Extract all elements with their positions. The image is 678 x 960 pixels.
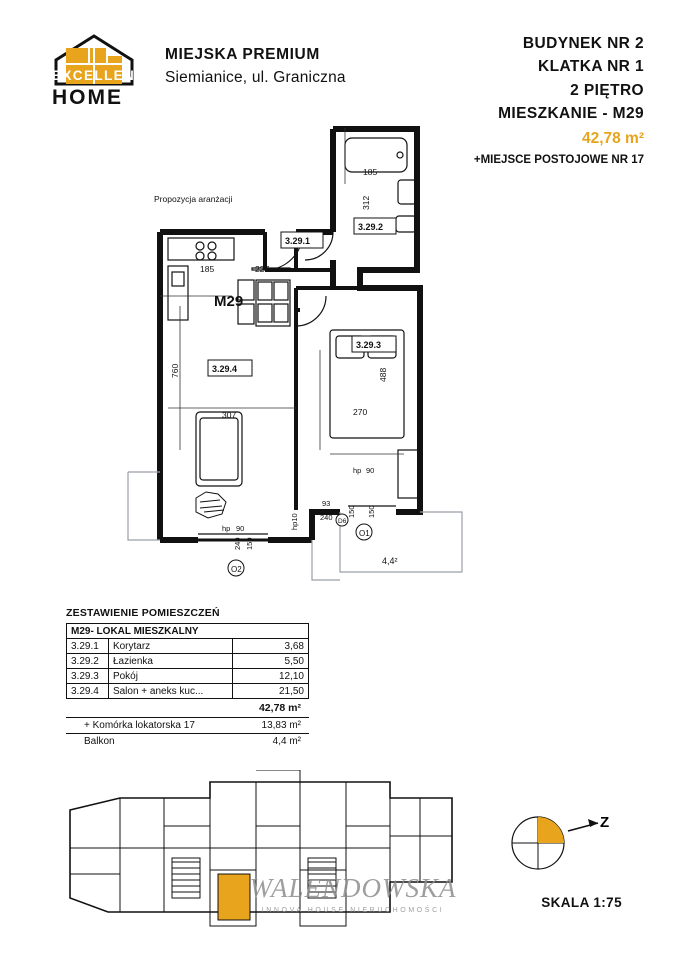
apartment-area: 42,78 m² (581, 130, 644, 147)
room-name: Korytarz (108, 639, 232, 654)
balcony-row (66, 733, 309, 749)
door-150a: 150 (347, 505, 356, 518)
dim-room-bottom: 270 (353, 407, 368, 417)
logo-home-text: HOME (52, 86, 123, 109)
room-tag-bathroom (354, 218, 396, 234)
building-label: BUDYNEK NR 2 (522, 35, 644, 52)
room-tag-salon (208, 360, 252, 376)
room-area: 3,68 (233, 639, 309, 654)
balcony-label: Balkon (84, 736, 115, 747)
storage-row (66, 717, 309, 733)
brand-block (165, 46, 346, 87)
room-code: 3.29.3 (67, 669, 109, 684)
table-row (67, 639, 309, 654)
table-row (67, 654, 309, 669)
compass-svg (506, 805, 616, 875)
floorplan-drawing (0, 120, 678, 600)
brand-name: MIEJSKA PREMIUM (165, 46, 320, 63)
compass-rose (506, 805, 616, 875)
parking-label: +MIEJSCE POSTOJOWE NR 17 (473, 154, 644, 167)
company-logo (52, 34, 162, 112)
staircase-label: KLATKA NR 1 (537, 58, 644, 76)
dim-salon-left: 760 (170, 363, 180, 378)
room-name: Łazienka (108, 654, 232, 669)
door-150b: 150 (367, 505, 376, 518)
mark-d6 (336, 514, 348, 526)
scale-label: SKALA 1:75 (541, 895, 622, 910)
door-240b: 240 (233, 537, 242, 550)
svg-text:O2: O2 (231, 565, 242, 574)
room-name: Pokój (108, 669, 232, 684)
floor-label: 2 PIĘTRO (570, 81, 644, 99)
dim-bath-top: 185 (363, 167, 378, 177)
svg-text:90: 90 (236, 524, 245, 533)
watermark-name: WALENDOWSKA (249, 873, 457, 903)
rooms-table (66, 623, 309, 699)
dim-kitchen-left: 185 (200, 264, 215, 274)
room-area: 21,50 (233, 684, 309, 699)
door-240a: 240 (320, 513, 333, 522)
rooms-table-title: ZESTAWIENIE POMIESZCZEŃ (66, 607, 220, 619)
brand-address: Siemianice, ul. Graniczna (165, 69, 346, 86)
room-tag-room (352, 336, 396, 352)
room-code: 3.29.1 (67, 639, 109, 654)
unit-code: M29 (214, 293, 244, 310)
agency-watermark (218, 875, 488, 914)
svg-text:3.29.3: 3.29.3 (356, 340, 382, 350)
total-row (66, 699, 309, 717)
svg-text:3.29.4: 3.29.4 (212, 364, 238, 374)
storage-area: 13,83 m² (261, 720, 301, 731)
room-area: 12,10 (233, 669, 309, 684)
door-150c: 150 (245, 537, 254, 550)
room-name: Salon + aneks kuc... (108, 684, 232, 699)
dim-salon-bottom: 307 (222, 410, 237, 420)
room-code: 3.29.2 (67, 654, 109, 669)
dim-room-right: 488 (378, 367, 388, 382)
floorplan-svg (0, 120, 678, 600)
total-area: 42,78 m² (258, 702, 301, 714)
logo-wordmark (52, 68, 145, 110)
storage-label: + Komórka lokatorska 17 (84, 720, 195, 731)
apartment-label: MIESZKANIE - M29 (498, 104, 644, 122)
plan-note: Propozycja aranżacji (154, 194, 233, 204)
svg-text:O1: O1 (359, 529, 370, 538)
totals-block (66, 699, 309, 749)
dim-corridor-right: 227 (255, 264, 270, 274)
dim-hp90-a: hp (222, 524, 231, 533)
rooms-table-block (66, 607, 406, 749)
svg-text:3.29.2: 3.29.2 (358, 222, 384, 232)
mark-o1 (356, 524, 372, 540)
balcony-area: 4,4 m² (272, 736, 301, 747)
compass-north-label: Z (600, 814, 610, 831)
table-header-row (67, 624, 309, 639)
dim-hp10: hp10 (290, 513, 299, 530)
room-code: 3.29.4 (67, 684, 109, 699)
room-tag-corridor (281, 232, 323, 248)
svg-text:3.29.1: 3.29.1 (285, 236, 311, 246)
dim-bath-side: 312 (361, 195, 371, 210)
dim-hp90-b: hp (353, 466, 362, 475)
logo-excellent-text: EXCELLENT (52, 68, 145, 83)
table-row (67, 684, 309, 699)
mark-o2 (228, 560, 244, 576)
watermark-subtitle: INNOVA HOUSE NIERUCHOMOŚCI (261, 907, 445, 914)
table-header-label: M29- LOKAL MIESZKALNY (67, 624, 309, 639)
room-area: 5,50 (233, 654, 309, 669)
table-row (67, 669, 309, 684)
balcony-area-label: 4,4² (382, 556, 398, 566)
svg-text:D6: D6 (338, 518, 347, 525)
door-93: 93 (322, 499, 331, 508)
svg-text:90: 90 (366, 466, 375, 475)
